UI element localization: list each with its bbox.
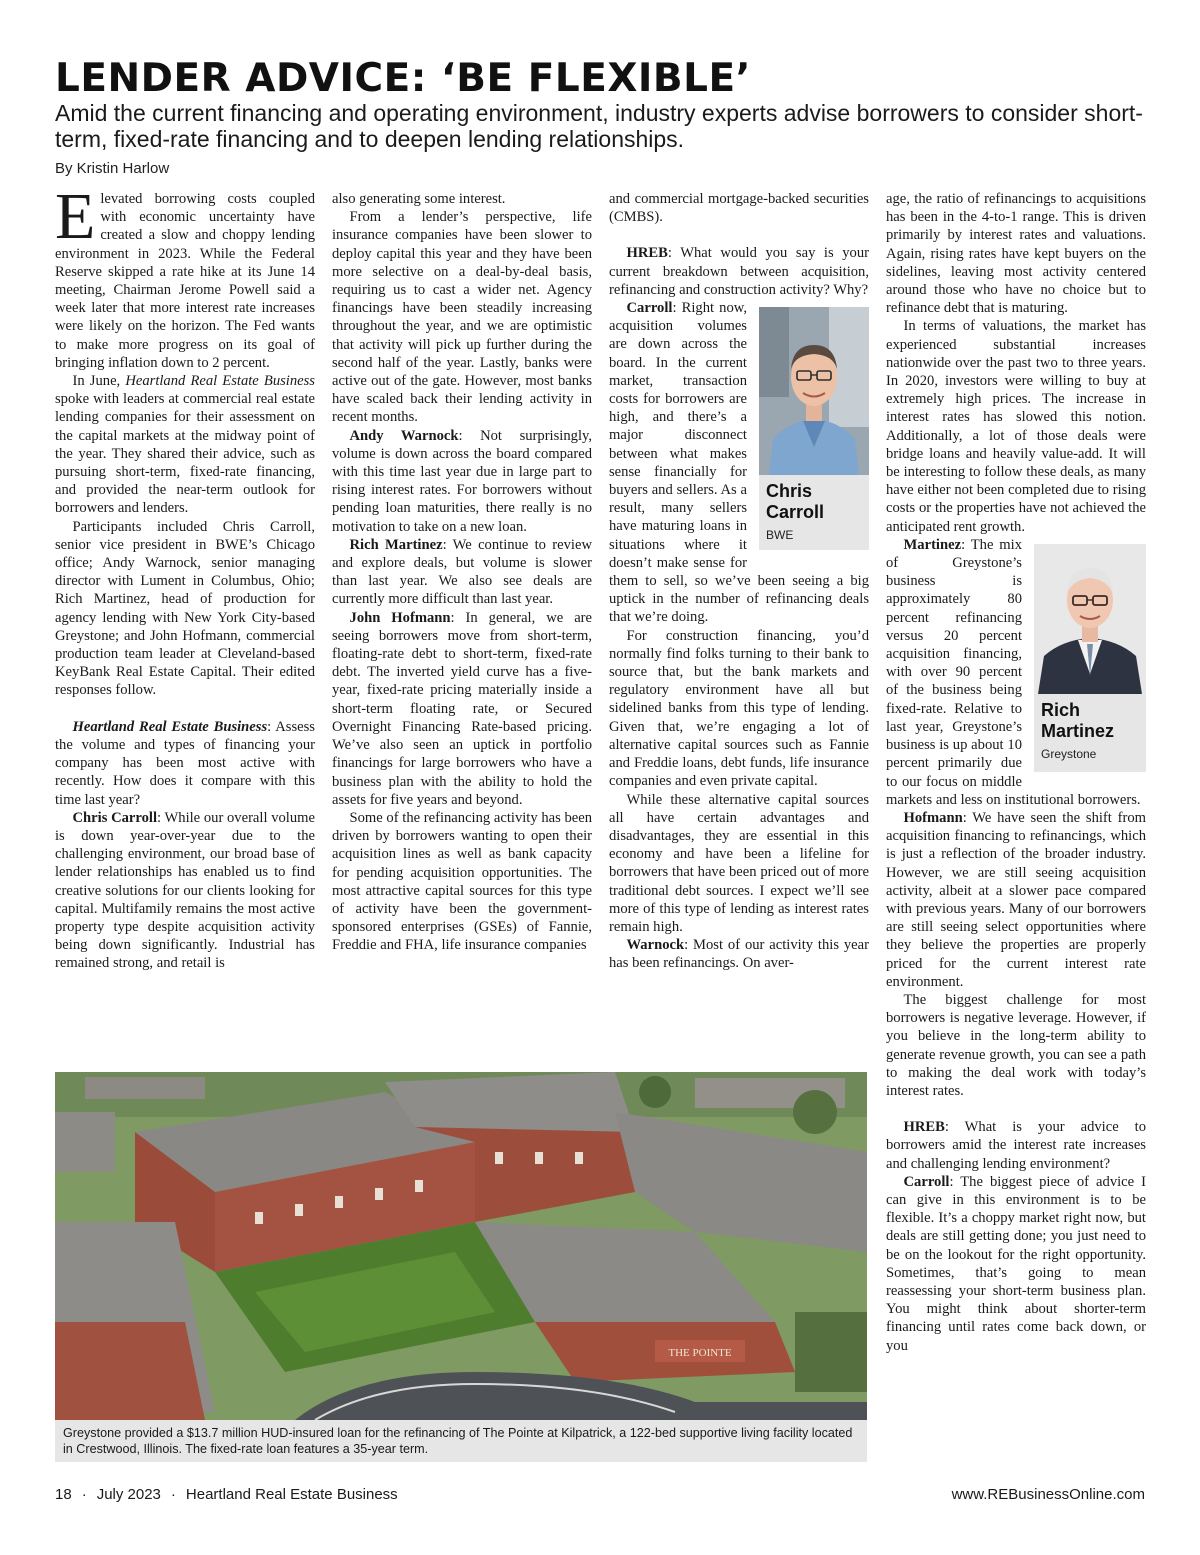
answer-paragraph (886, 809, 1146, 991)
question-text: : What is your advice to borrowers amid the interest rate increases and challenging lending environment? (886, 1119, 1146, 1172)
answer-paragraph (55, 809, 315, 973)
question-text: : Assess the volume and types of financing your company has been most active with recently. How does it compare with this time last year? (55, 718, 315, 808)
page-number: 18 (55, 1486, 72, 1503)
lede-text: levated borrowing costs coupled with economic uncertainty have created a slow and choppy lending environment in 2023. While the Federal Reserve skipped a rate hike at its June 14 meeting, Chairman Jerome Powell said a week later that more interest rate increases were likely on the horizon. The Fed wants to make more progress on its goal of bringing inflation down to 2 percent. (55, 191, 315, 371)
headshot-rich-martinez (1034, 544, 1146, 772)
headshot-name (759, 475, 869, 523)
paragraph-text: In June, (72, 373, 126, 390)
speaker-name: Andy Warnock (349, 427, 459, 444)
answer-text: : In general, we are seeing borrowers move from short-term, floating-rate debt to short-term, fixed-rate debt. The inverted yield curve has a five-year, fixed-rate pricing materially inside a short-term floating rate, or Secured Overnight Financing Rate-based pricing. We’ve also seen an uptick in portfolio financings for large borrowers who have a business plan with the ability to hold the assets for five years and beyond. (332, 609, 592, 808)
answer-paragraph (609, 936, 869, 972)
headshot-photo (1034, 544, 1146, 694)
article-column-3 (609, 190, 869, 1062)
website-link[interactable]: www.REBusinessOnline.com (951, 1486, 1145, 1503)
footer-separator: · (81, 1486, 87, 1503)
answer-text: : While our overall volume is down year-over-year due to the challenging environment, our broad base of lender relationships has enabled us to find creative solutions for our clients looking for capital. Multifamily remains the most active property type despite acquisition activity being down significantly. Industrial has remained strong, and retail is (55, 809, 315, 972)
headshot-first-name: Chris (766, 481, 813, 502)
publication-title: Heartland Real Estate Business (185, 1486, 398, 1503)
headshot-name (1034, 694, 1146, 742)
paragraph (55, 372, 315, 518)
photo-caption: Greystone provided a $13.7 million HUD-insured loan for the refinancing of The Pointe at Kilpatrick, a 122-bed supportive living facility located in Crestwood, Illinois. The fixed-rate loan features a 35-year term. (55, 1420, 867, 1462)
question-paragraph (886, 1118, 1146, 1173)
speaker-name: Hofmann (903, 809, 963, 826)
speaker-name: Carroll (626, 300, 673, 317)
paragraph: Participants included Chris Carroll, senior vice president in BWE’s Chicago office; Andy Warnock, senior managing director with Lument in Columbus, Ohio; Rich Martinez, head of production for agency lending with New York City-based Greystone; and John Hofmann, commercial production team leader at Cleveland-based KeyBank Real Estate Capital. Their edited responses follow. (55, 518, 315, 699)
paragraph: and commercial mortgage-backed securities (CMBS). (609, 191, 869, 226)
headshot-last-name: Martinez (1041, 720, 1115, 741)
headshot-photo (759, 307, 869, 475)
speaker-name: Chris Carroll (72, 809, 158, 826)
headline: LENDER ADVICE: ‘BE FLEXIBLE’ (55, 56, 751, 101)
question-label: HREB (903, 1119, 945, 1136)
paragraph: In terms of valuations, the market has experienced substantial increases nationwide over the past two to three years. In 2020, investors were willing to buy at extremely high prices. The increase in interest rates has slowed this notion. Additionally, a lot of those deals were bridge loans and heavily value-add. It will be interesting to follow these deals, as many have either not been completed due to rising costs or the properties have not achieved the anticipated rent growth. (886, 318, 1146, 535)
speaker-name: Martinez (903, 536, 962, 553)
drop-cap: E (55, 190, 96, 253)
article-column-4 (886, 190, 1146, 1468)
headshot-last-name: Carroll (766, 502, 825, 523)
answer-paragraph (886, 1173, 1146, 1355)
lede-paragraph (55, 190, 315, 372)
answer-paragraph (332, 427, 592, 536)
question-paragraph (55, 718, 315, 809)
aerial-photo-the-pointe (55, 1072, 867, 1420)
speaker-name: Rich Martinez (349, 536, 443, 553)
answer-text: : Not surprisingly, volume is down across the board compared with this time last year due in large part to rising interest rates. For borrowers without pending loan maturities, there really is no motivation to take on a new loan. (332, 427, 592, 535)
answer-text: : The mix of Greystone’s business is approximately 80 percent refinancing versus 20 percent acquisition financing, with over 90 percent of the business being fixed-rate. Relative to last year, Greystone’s business is up about 10 percent primarily due to our focus on middle markets and less on institutional borrowers. (886, 536, 1141, 808)
paragraph: For construction financing, you’d normally find folks turning to their bank to source that, but the bank markets and regulatory environment have all but sidelined banks from this type of lending. Given that, we’re engaging a lot of alternative capital sources such as Fannie and Freddie loans, debt funds, life insurance companies and even private capital. (609, 627, 869, 790)
issue-date: July 2023 (96, 1486, 161, 1503)
paragraph: also generating some interest. (332, 191, 506, 207)
answer-paragraph (332, 609, 592, 809)
question-text: : What would you say is your current breakdown between acquisition, refinancing and construction activity? Why? (609, 245, 869, 298)
headshot-chris-carroll (759, 307, 869, 550)
page-footer (55, 1486, 1145, 1503)
aerial-photo-illustration (55, 1072, 867, 1420)
headshot-first-name: Rich (1041, 699, 1081, 720)
answer-text: : We continue to review and explore deals, but volume is slower than last year. We also see deals are currently more difficult than last year. (332, 536, 592, 608)
speaker-name: John Hofmann (349, 609, 451, 626)
paragraph-text: spoke with leaders at commercial real estate lending companies for their assessment on the capital markets at the midway point of the year. They shared their advice, such as pursuing short-term, fixed-rate financing, and provided the near-term outlook for borrowers and lenders. (55, 391, 315, 517)
answer-text: : Right now, acquisition volumes are down across the board. In the current market, transaction costs for borrowers are high, and there’s a major disconnect between what makes sense financially for buyers and sellers. As a result, many sellers have maturing loans in situations where it doesn’t make sense for them to sell, so we’ve been seeing a big uptick in the number of refinancing deals that we’re doing. (609, 300, 869, 626)
article-column-1 (55, 190, 315, 1062)
answer-text: : Most of our activity this year has been refinancings. On aver- (609, 937, 869, 972)
speaker-name: Warnock (626, 937, 685, 954)
paragraph: From a lender’s perspective, life insurance companies have been slower to deploy capital this year and they have been more selective on a deal-by-deal basis, requiring us to cast a wider net. Agency financings have been steadily increasing throughout the year, and we are optimistic that activity will pick up further during the second half of the year. Lastly, banks were active out of the gate. However, most banks have scaled back their lending activity in recent months. (332, 209, 592, 426)
speaker-name: Carroll (903, 1173, 950, 1190)
paragraph: age, the ratio of refinancings to acquisitions has been in the 4-to-1 range. This is driven primarily by interest rates and valuations. Again, rising rates have kept buyers on the sidelines, leaving most activity centered around those who have no choice but to refinance debt that is maturing. (886, 191, 1146, 317)
answer-text: : We have seen the shift from acquisition financing to refinancings, which is just a reflection of the broader industry. However, we are still seeing acquisition activity, albeit at a slower pace compared with previous years. Many of our borrowers are still seeing select opportunities where they believe the properties are properly priced for the current interest rate environment. (886, 809, 1146, 990)
paragraph: Some of the refinancing activity has been driven by borrowers wanting to open their acquisition lines as well as bank capacity for pending acquisition opportunities. The most attractive capital sources for this type of activity have been the government-sponsored enterprises (GSEs) of Fannie, Freddie and FHA, life insurance companies (332, 809, 592, 954)
building-sign: THE POINTE (668, 1347, 732, 1359)
answer-paragraph (332, 536, 592, 609)
footer-separator: · (170, 1486, 176, 1503)
byline: By Kristin Harlow (55, 160, 170, 177)
question-label: HREB (626, 245, 668, 262)
deck-subtitle: Amid the current financing and operating environment, industry experts advise borrowers to consider short-term, fixed-rate financing and to deepen lending relationships. (55, 100, 1143, 152)
headshot-company: BWE (766, 528, 794, 543)
publication-name: Heartland Real Estate Business (125, 373, 315, 390)
paragraph: While these alternative capital sources all have certain advantages and disadvantages, they are essential in this economy and have been a lifeline for borrowers that have been priced out of more traditional debt sources. I expect we’ll see more of this type of lending as interest rates remain high. (609, 791, 869, 935)
article-column-2 (332, 190, 592, 1062)
paragraph: The biggest challenge for most borrowers is negative leverage. However, if you believe in the long-term ability to generate revenue growth, you can see a path to making the deal work with today’s interest rates. (886, 991, 1146, 1099)
question-label: Heartland Real Estate Business (72, 718, 268, 735)
headshot-company: Greystone (1041, 746, 1097, 761)
question-paragraph (609, 244, 869, 299)
answer-text: : The biggest piece of advice I can give in this environment is to be flexible. It’s a choppy market right now, but deals are still getting done; you just need to be on the lookout for the right opportunity. Sometimes, that’s going to mean reassessing your short-term business plan. You might think about shorter-term financing until rates come back down, or you (886, 1173, 1146, 1354)
